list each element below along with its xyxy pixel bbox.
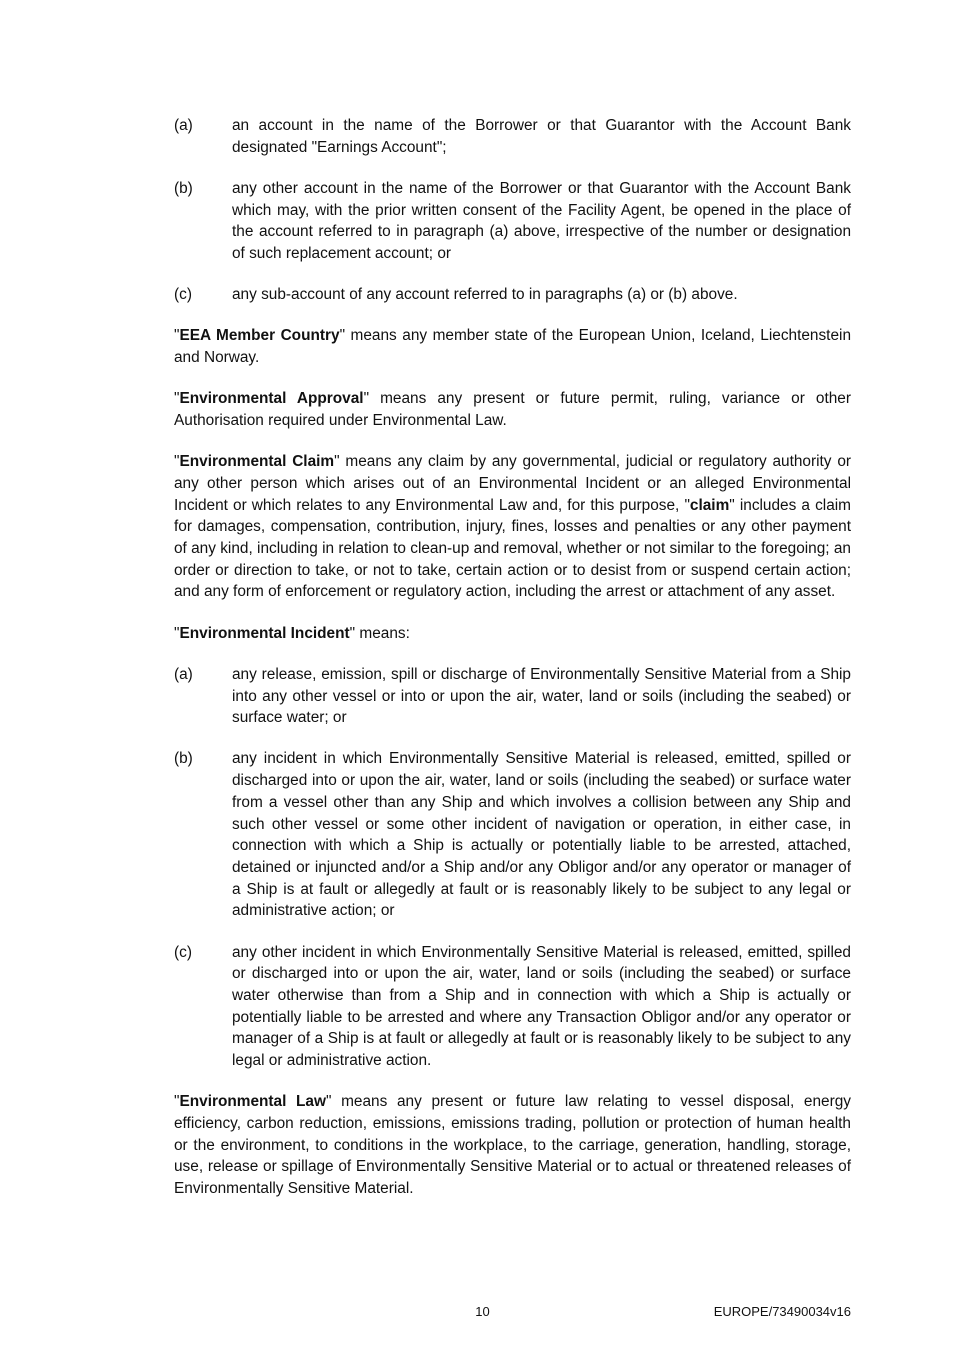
item-label: (b) xyxy=(174,750,193,768)
definition-text: means: xyxy=(355,624,410,642)
defined-term: Environmental Claim xyxy=(179,453,335,471)
list-item xyxy=(174,178,851,265)
page-number: 10 xyxy=(475,1304,490,1319)
item-label: (a) xyxy=(174,665,193,683)
defined-subterm: claim xyxy=(689,496,730,514)
definition-eea-member-country: "EEA Member Country" means any member state of the European Union, Iceland, Liechtenstein and Norway. xyxy=(174,327,852,367)
item-text: any other incident in which Environmentally Sensitive Material is released, emitted, spilled or discharged into or upon the air, water, land or soils (including the seabed) or surface water otherwise than from a Ship and in connection with which a Ship is actually or potentially liable to be arrested and where any Transaction Obligor and/or any operator or manager of a Ship is at fault or allegedly at fault or is reasonably likely to be subject to any legal or administrative action. xyxy=(232,943,851,1070)
item-text: any release, emission, spill or discharge of Environmentally Sensitive Material from a Ship into any other vessel or into or upon the air, water, land or soils (including the seabed) or surface water; or xyxy=(232,665,851,727)
item-text: any sub-account of any account referred to in paragraphs (a) or (b) above. xyxy=(232,286,738,304)
definition-environmental-incident: "Environmental Incident" means: xyxy=(174,624,410,642)
definition-text: includes a claim for damages, compensation, contribution, injury, fines, losses and penalties or any other payment of any kind, including in relation to clean-up and removal, whether or not similar to the foregoing; an order or direction to take, or not to take, certain action or to desist from or suspend certain action; and any form of enforcement or regulatory action, including the arrest or attachment of any asset. xyxy=(174,496,851,601)
list-item xyxy=(174,115,851,158)
defined-term: Environmental Law xyxy=(179,1093,326,1111)
item-label: (c) xyxy=(174,943,192,961)
definition-text: means any present or future law relating to vessel disposal, energy efficiency, carbon reduction, emissions, emissions trading, pollution or protection of human health or the environment, to conditions in the workplace, to the carriage, generation, handling, storage, use, release or spillage of Environmentally Sensitive Material or to actual or threatened releases of Environmentally Sensitive Material. xyxy=(174,1093,851,1198)
definition-environmental-claim: "Environmental Claim" means any claim by any governmental, judicial or regulatory authority or any other person which arises out of an Environmental Incident or an alleged Environmental Incident or which relates to any Environmental Law and, for this purpose, "claim" includes a claim for damages, compensation, contribution, injury, fines, losses and penalties or any other payment of any kind, including in relation to clean-up and removal, whether or not similar to the foregoing; an order or direction to take, or not to take, certain action or to desist from or suspend certain action; and any form of enforcement or regulatory action, including the arrest or attachment of any asset. xyxy=(174,453,851,601)
definition-text: means any member state of the European Union, Iceland, Liechtenstein and Norway. xyxy=(174,327,852,367)
list-item xyxy=(174,284,851,306)
document-body xyxy=(174,115,851,1219)
item-text: an account in the name of the Borrower or that Guarantor with the Account Bank designated "Earnings Account"; xyxy=(232,117,851,156)
document-reference: EUROPE/73490034v16 xyxy=(713,1304,851,1319)
list-item xyxy=(174,664,851,729)
item-text: any incident in which Environmentally Sensitive Material is released, emitted, spilled or discharged into or upon the air, water, land or soils (including the seabed) or surface water from a vessel other than any Ship and which involves a collision between any Ship and such other vessel or some other incident of navigation or operation, in either case, in connection with which a Ship is actually or potentially liable to be arrested, attached, detained or injuncted and/or a Ship and/or any Obligor and/or any operator or manager of a Ship is at fault or allegedly at fault or is reasonably likely to be subject to any legal or administrative action; or xyxy=(232,750,851,920)
definition-environmental-law: "Environmental Law" means any present or future law relating to vessel disposal, energy efficiency, carbon reduction, emissions, emissions trading, pollution or protection of human health or the environment, to conditions in the workplace, to the carriage, generation, handling, storage, use, release or spillage of Environmentally Sensitive Material or to actual or threatened releases of Environmentally Sensitive Material. xyxy=(174,1093,851,1198)
defined-term: EEA Member Country xyxy=(179,327,340,345)
defined-term: Environmental Incident xyxy=(179,624,350,642)
defined-term: Environmental Approval xyxy=(179,390,364,408)
definition-text: means any claim by any governmental, judicial or regulatory authority or any other person which arises out of an Environmental Incident or an alleged Environmental Incident or which relates to any Environmental Law and, for this purpose, xyxy=(174,453,851,514)
list-item xyxy=(174,748,851,922)
item-text: any other account in the name of the Borrower or that Guarantor with the Account Bank which may, with the prior written consent of the Facility Agent, be opened in the place of the account referred to in paragraph (a) above, irrespective of the number or designation of such replacement account; or xyxy=(232,179,851,263)
definition-text: means any present or future permit, ruling, variance or other Authorisation required under Environmental Law. xyxy=(174,390,851,430)
item-label: (a) xyxy=(174,117,193,134)
item-label: (c) xyxy=(174,286,192,304)
item-label: (b) xyxy=(174,179,193,197)
list-item xyxy=(174,942,851,1072)
definition-environmental-approval: "Environmental Approval" means any present or future permit, ruling, variance or other Authorisation required under Environmental Law. xyxy=(174,390,851,430)
